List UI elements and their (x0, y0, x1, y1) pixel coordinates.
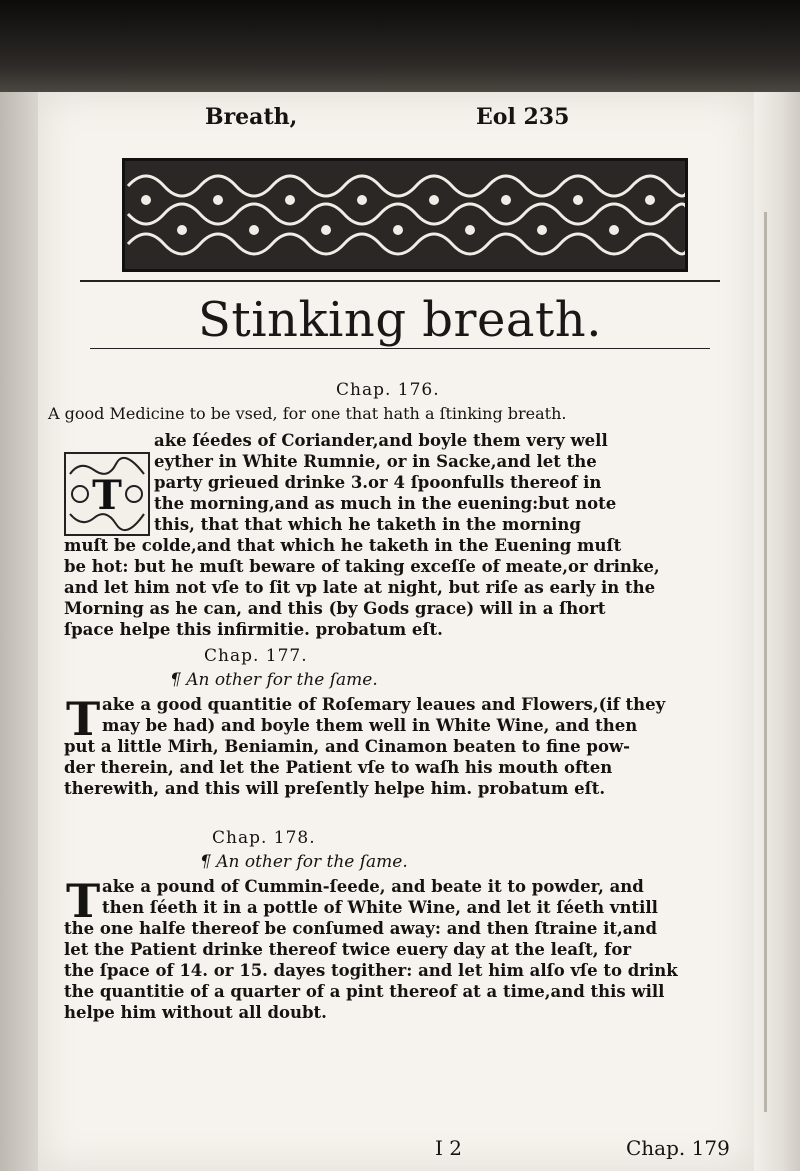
large-initial: T (66, 692, 101, 746)
text-line: the quantitie of a quarter of a pint thereof at a time,and this will (64, 982, 665, 1001)
title-rule-bottom (90, 348, 710, 349)
text-line: the ſpace of 14. or 15. dayes togither: and let him alſo vſe to drink (64, 961, 678, 980)
chapter-178-text (64, 876, 678, 1023)
ornament-band-icon (122, 158, 688, 272)
text-line: muſt be colde,and that which he taketh in the Euening muſt (64, 536, 622, 555)
title-rule-top (80, 280, 720, 282)
chapter-177-text (64, 694, 665, 799)
text-line: and let him not vſe to ſit vp late at night, but riſe as early in the (64, 578, 656, 597)
chapter-subtitle: ¶ An other for the ſame. (200, 852, 408, 872)
text-line: this, that that which he taketh in the morning (154, 515, 581, 534)
chapter-heading: Chap. 178. (212, 828, 316, 848)
text-line: ake ſéedes of Coriander,and boyle them very well (154, 431, 608, 450)
chapter-176-text (64, 430, 660, 640)
chapter-subtitle: A good Medicine to be vsed, for one that hath a ſtinking breath. (48, 404, 567, 423)
text-line: put a little Mirh, Beniamin, and Cinamon beaten to fine pow- (64, 737, 630, 756)
text-line: der therein, and let the Patient vſe to waſh his mouth often (64, 758, 613, 777)
large-initial: T (66, 874, 101, 928)
text-line: ake a good quantitie of Roſemary leaues and Flowers,(if they (102, 695, 666, 714)
svg-text:T: T (92, 472, 122, 519)
text-line: therewith, and this will preſently helpe him. probatum eſt. (64, 779, 606, 798)
text-line: eyther in White Rumnie, or in Sacke,and let the (154, 452, 597, 471)
text-line: ake a pound of Cummin-ſeede, and beate it to powder, and (102, 877, 644, 896)
chapter-subtitle: ¶ An other for the ſame. (170, 670, 378, 690)
text-line: party grieued drinke 3.or 4 ſpoonfulls thereof in (154, 473, 602, 492)
running-head-left: Breath, (205, 104, 298, 130)
binding-shadow (0, 92, 38, 1171)
page-right-edge (754, 92, 800, 1171)
text-line: let the Patient drinke thereof twice euery day at the leaſt, for (64, 940, 632, 959)
text-line: then ſéeth it in a pottle of White Wine, and let it ſéeth vntill (102, 898, 658, 917)
running-head-right: Eol 235 (476, 104, 570, 130)
catchword: Chap. 179 (626, 1136, 730, 1160)
text-line: ſpace helpe this infirmitie. probatum eſt. (64, 620, 443, 639)
chapter-heading: Chap. 177. (204, 646, 308, 666)
text-line: the morning,and as much in the euening:but note (154, 494, 617, 513)
text-line: may be had) and boyle them well in White Wine, and then (102, 716, 638, 735)
text-line: Morning as he can, and this (by Gods grace) will in a ſhort (64, 599, 606, 618)
text-line: helpe him without all doubt. (64, 1003, 327, 1022)
text-line: the one halfe thereof be conſumed away: and then ſtraine it,and (64, 919, 658, 938)
section-title: Stinking breath. (198, 292, 602, 348)
text-line: be hot: but he muſt beware of taking exceſſe of meate,or drinke, (64, 557, 660, 576)
signature-mark: I 2 (435, 1136, 462, 1160)
dark-top-margin (0, 0, 800, 92)
chapter-heading: Chap. 176. (336, 380, 440, 400)
